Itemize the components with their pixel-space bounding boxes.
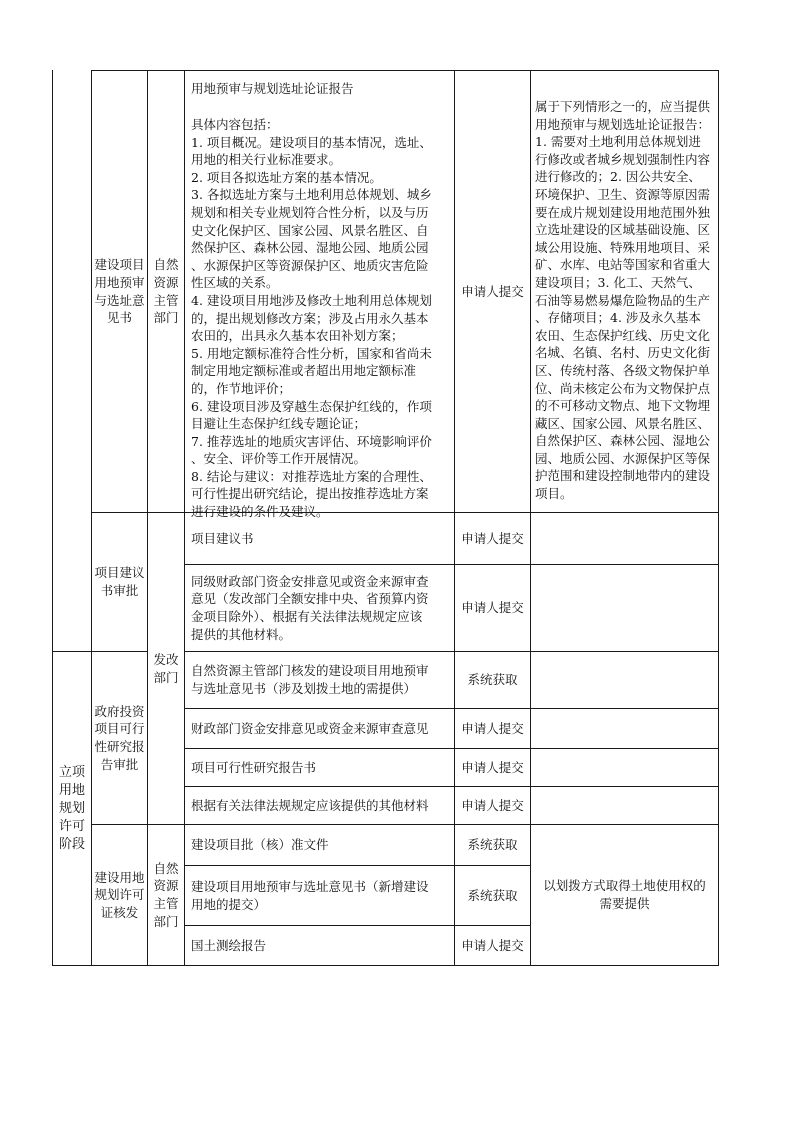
item-name: 项目建议 书审批 <box>94 565 145 598</box>
table-border-bottom <box>52 965 719 966</box>
material-title: 用地预审与规划选址论证报告 <box>191 81 354 96</box>
department: 自然 资源 主管 部门 <box>153 860 179 929</box>
material-source: 系统获取 <box>467 837 518 853</box>
material-name: 自然资源主管部门核发的建设项目用地预审 与选址意见书（涉及划拨土地的需提供） <box>191 663 429 696</box>
stage-label: 立项 用地 规划 许可 阶段 <box>58 764 85 852</box>
table-border-top <box>91 70 719 71</box>
remarks: 以划拨方式取得土地使用权的 需要提供 <box>543 878 706 911</box>
material-source: 系统获取 <box>467 672 518 688</box>
item-name: 政府投资 项目可行 性研究报 告审批 <box>94 703 145 772</box>
material-source: 申请人提交 <box>461 720 524 736</box>
item-name: 建设用地 规划许可 证核发 <box>94 869 145 920</box>
material-source: 申请人提交 <box>461 759 524 775</box>
material-source: 系统获取 <box>467 887 518 903</box>
material-source: 申请人提交 <box>461 283 524 299</box>
table-column-divider <box>184 70 185 966</box>
material-name: 国土测绘报告 <box>191 937 267 953</box>
material-name: 建设项目批（核）准文件 <box>191 837 329 853</box>
department: 自然 资源 主管 部门 <box>153 257 179 326</box>
remarks: 属于下列情形之一的，应当提供 用地预审与规划选址论证报告： 1. 需要对土地利用总体规划进 行修改或者城乡规划强制性内容 进行修改的；2. 因公共安全、 环境保护、卫生、资源等原因需 要在成片规划建设用地范围外独 立选址建设的区域基础设施、区 域公用设施、特殊用地项目、采 矿、水库、电站等国家和省重大 建设项目；3. 化工、天然气、 石油等易燃易爆危险物品的生产 、存储项目；4. 涉及永久基本 农田、生态保护红线、历史文化 名城、名镇、名村、历史文化街 区、传统村落、各级文物保护单 位、尚未核定公布为文物保护点 的不可移动文物点、地下文物埋 藏区、国家公园、风景名胜区、 自然保护区、森林公园、湿地公 园、地质公园、水源保护区等保 护范围和建设控制地带内的建设 项目。 <box>535 99 711 502</box>
item-name: 建设项目 用地预审 与选址意 见书 <box>94 257 145 326</box>
material-name: 根据有关法律法规规定应该提供的其他材料 <box>191 797 429 813</box>
material-name: 财政部门资金安排意见或资金来源审查意见 <box>191 720 429 736</box>
department: 发改 部门 <box>153 651 179 685</box>
material-description: 具体内容包括： 1. 项目概况。建设项目的基本情况，选址、 用地的相关行业标准要求。 2. 项目各拟选址方案的基本情况。 3. 各拟选址方案与土地利用总体规划、城乡 规划和相关专业规划符合性分析，以及与历 史文化保护区、国家公园、风景名胜区、自 然保护区、森林公园、湿地公园、地质公园 、水源保护区等资源保护区、地质灾害危险 性区域的关系。 4. 建设项目用地涉及修改土地利用总体规划 的，提出规划修改方案；涉及占用永久基本 农田的，出具永久基本农田补划方案； 5. 用地定额标准符合性分析，国家和省尚未 制定用地定额标准或者超出用地定额标准 的，作节地评价； 6. 建设项目涉及穿越生态保护红线的，作项 目避让生态保护红线专题论证； 7. 推荐选址的地质灾害评估、环境影响评价 、安全、评价等工作开展情况。 8. 结论与建议：对推荐选址方案的合理性、 可行性提出研究结论，提出按推荐选址方案 进行建设的条件及建议。 <box>191 117 432 520</box>
material-source: 申请人提交 <box>461 600 524 616</box>
material-source: 申请人提交 <box>461 797 524 813</box>
material-source: 申请人提交 <box>461 530 524 546</box>
material-name: 项目建议书 <box>191 530 254 546</box>
material-source: 申请人提交 <box>461 937 524 953</box>
table-border-right <box>718 70 719 966</box>
material-name: 同级财政部门资金安排意见或资金来源审查 意见（发改部门全额安排中央、省预算内资 金项目除外）、根据有关法律法规规定应该 提供的其他材料。 <box>191 573 429 642</box>
material-name: 建设项目用地预审与选址意见书（新增建设 用地的提交） <box>191 878 429 912</box>
material-name: 项目可行性研究报告书 <box>191 759 317 775</box>
